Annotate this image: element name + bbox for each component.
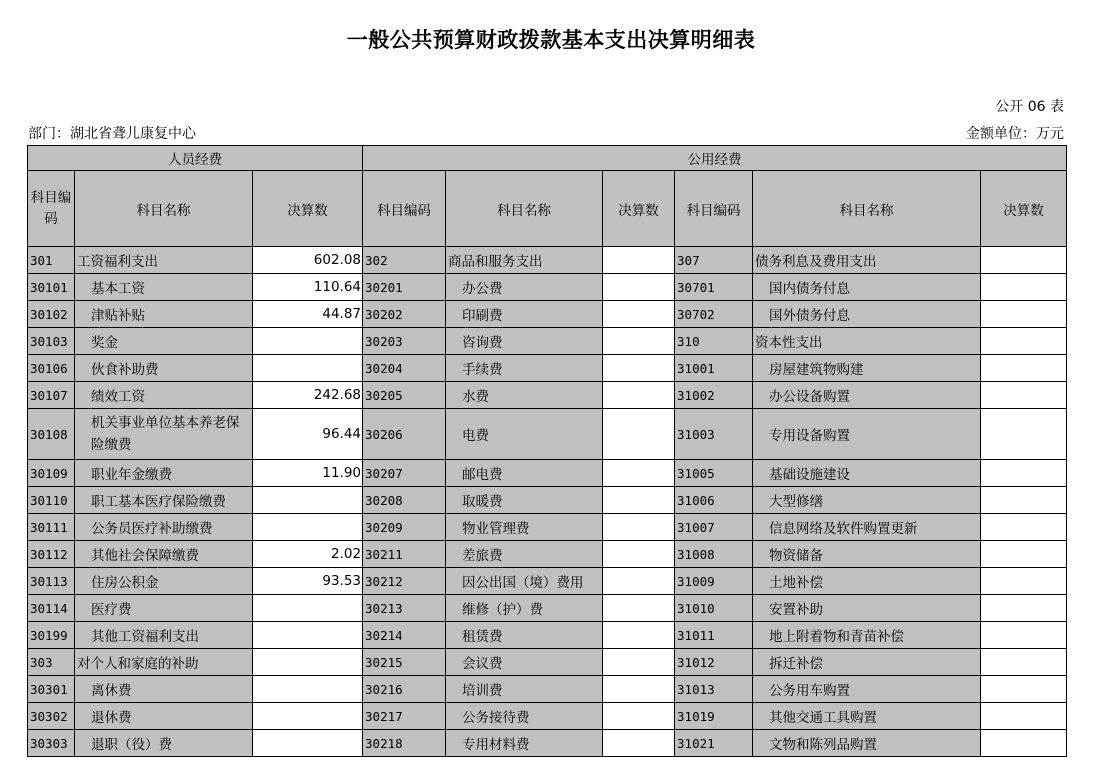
capital-name-cell: 信息网络及软件购置更新 bbox=[753, 514, 981, 541]
capital-name-cell: 土地补偿 bbox=[753, 568, 981, 595]
capital-amount-cell bbox=[981, 274, 1067, 301]
table-row bbox=[28, 649, 1067, 676]
goods-code-cell: 30201 bbox=[363, 274, 446, 301]
goods-code-cell: 30215 bbox=[363, 649, 446, 676]
column-header-row bbox=[28, 171, 1067, 247]
col-name-personnel: 科目名称 bbox=[75, 171, 253, 247]
col-code-personnel: 科目编码 bbox=[28, 171, 75, 247]
table-row bbox=[28, 301, 1067, 328]
personnel-name-cell: 工资福利支出 bbox=[75, 247, 253, 274]
department-label: 部门：湖北省聋儿康复中心 bbox=[28, 126, 196, 142]
capital-code-cell: 31001 bbox=[675, 355, 753, 382]
capital-amount-cell bbox=[981, 487, 1067, 514]
capital-code-cell: 31012 bbox=[675, 649, 753, 676]
capital-code-cell: 31005 bbox=[675, 460, 753, 487]
col-name-goods: 科目名称 bbox=[446, 171, 603, 247]
personnel-amount-cell bbox=[253, 328, 363, 355]
capital-code-cell: 31009 bbox=[675, 568, 753, 595]
capital-name-cell: 资本性支出 bbox=[753, 328, 981, 355]
personnel-amount-cell bbox=[253, 649, 363, 676]
personnel-amount-cell bbox=[253, 514, 363, 541]
goods-amount-cell bbox=[603, 274, 675, 301]
personnel-code-cell: 30101 bbox=[28, 274, 75, 301]
personnel-amount-cell: 44.87 bbox=[253, 301, 363, 328]
goods-amount-cell bbox=[603, 541, 675, 568]
capital-code-cell: 31010 bbox=[675, 595, 753, 622]
goods-name-cell: 邮电费 bbox=[446, 460, 603, 487]
personnel-amount-cell: 93.53 bbox=[253, 568, 363, 595]
table-row bbox=[28, 541, 1067, 568]
goods-code-cell: 30205 bbox=[363, 382, 446, 409]
capital-amount-cell bbox=[981, 730, 1067, 757]
goods-code-cell: 30209 bbox=[363, 514, 446, 541]
goods-code-cell: 30206 bbox=[363, 409, 446, 460]
personnel-amount-cell bbox=[253, 487, 363, 514]
personnel-code-cell: 30103 bbox=[28, 328, 75, 355]
capital-name-cell: 国内债务付息 bbox=[753, 274, 981, 301]
goods-code-cell: 30207 bbox=[363, 460, 446, 487]
goods-name-cell: 因公出国（境）费用 bbox=[446, 568, 603, 595]
table-row bbox=[28, 622, 1067, 649]
goods-code-cell: 30217 bbox=[363, 703, 446, 730]
table-row bbox=[28, 595, 1067, 622]
capital-name-cell: 基础设施建设 bbox=[753, 460, 981, 487]
goods-name-cell: 差旅费 bbox=[446, 541, 603, 568]
capital-code-cell: 31011 bbox=[675, 622, 753, 649]
capital-name-cell: 大型修缮 bbox=[753, 487, 981, 514]
personnel-code-cell: 30110 bbox=[28, 487, 75, 514]
capital-amount-cell bbox=[981, 355, 1067, 382]
goods-name-cell: 培训费 bbox=[446, 676, 603, 703]
goods-amount-cell bbox=[603, 328, 675, 355]
table-row bbox=[28, 382, 1067, 409]
capital-code-cell: 31006 bbox=[675, 487, 753, 514]
personnel-code-cell: 30302 bbox=[28, 703, 75, 730]
personnel-name-cell: 津贴补贴 bbox=[75, 301, 253, 328]
table-row bbox=[28, 487, 1067, 514]
capital-amount-cell bbox=[981, 595, 1067, 622]
table-body bbox=[28, 247, 1067, 757]
col-amount-capital: 决算数 bbox=[981, 171, 1067, 247]
capital-name-cell: 安置补助 bbox=[753, 595, 981, 622]
expenditure-table bbox=[27, 145, 1067, 757]
capital-amount-cell bbox=[981, 541, 1067, 568]
goods-code-cell: 30214 bbox=[363, 622, 446, 649]
personnel-name-cell: 职业年金缴费 bbox=[75, 460, 253, 487]
personnel-amount-cell: 2.02 bbox=[253, 541, 363, 568]
personnel-name-cell: 公务员医疗补助缴费 bbox=[75, 514, 253, 541]
personnel-code-cell: 30106 bbox=[28, 355, 75, 382]
personnel-code-cell: 30199 bbox=[28, 622, 75, 649]
goods-amount-cell bbox=[603, 676, 675, 703]
personnel-name-cell: 绩效工资 bbox=[75, 382, 253, 409]
goods-amount-cell bbox=[603, 460, 675, 487]
goods-amount-cell bbox=[603, 514, 675, 541]
table-row bbox=[28, 355, 1067, 382]
goods-code-cell: 30208 bbox=[363, 487, 446, 514]
personnel-amount-cell bbox=[253, 595, 363, 622]
goods-amount-cell bbox=[603, 703, 675, 730]
capital-name-cell: 公务用车购置 bbox=[753, 676, 981, 703]
goods-code-cell: 30204 bbox=[363, 355, 446, 382]
personnel-name-cell: 其他工资福利支出 bbox=[75, 622, 253, 649]
goods-name-cell: 手续费 bbox=[446, 355, 603, 382]
capital-amount-cell bbox=[981, 514, 1067, 541]
personnel-code-cell: 303 bbox=[28, 649, 75, 676]
capital-amount-cell bbox=[981, 676, 1067, 703]
personnel-name-cell: 伙食补助费 bbox=[75, 355, 253, 382]
capital-name-cell: 物资储备 bbox=[753, 541, 981, 568]
personnel-name-cell: 奖金 bbox=[75, 328, 253, 355]
personnel-name-cell: 离休费 bbox=[75, 676, 253, 703]
goods-code-cell: 30203 bbox=[363, 328, 446, 355]
personnel-amount-cell: 96.44 bbox=[253, 409, 363, 460]
capital-code-cell: 31007 bbox=[675, 514, 753, 541]
capital-code-cell: 30701 bbox=[675, 274, 753, 301]
goods-name-cell: 维修（护）费 bbox=[446, 595, 603, 622]
table-row bbox=[28, 514, 1067, 541]
goods-name-cell: 办公费 bbox=[446, 274, 603, 301]
goods-amount-cell bbox=[603, 409, 675, 460]
personnel-code-cell: 30112 bbox=[28, 541, 75, 568]
table-row bbox=[28, 247, 1067, 274]
personnel-amount-cell bbox=[253, 703, 363, 730]
goods-code-cell: 30213 bbox=[363, 595, 446, 622]
personnel-name-cell: 职工基本医疗保险缴费 bbox=[75, 487, 253, 514]
table-row bbox=[28, 703, 1067, 730]
capital-code-cell: 30702 bbox=[675, 301, 753, 328]
table-row bbox=[28, 409, 1067, 460]
personnel-code-cell: 30303 bbox=[28, 730, 75, 757]
personnel-code-cell: 30102 bbox=[28, 301, 75, 328]
goods-name-cell: 取暖费 bbox=[446, 487, 603, 514]
personnel-name-cell: 其他社会保障缴费 bbox=[75, 541, 253, 568]
col-code-capital: 科目编码 bbox=[675, 171, 753, 247]
capital-code-cell: 31013 bbox=[675, 676, 753, 703]
capital-name-cell: 地上附着物和青苗补偿 bbox=[753, 622, 981, 649]
goods-name-cell: 会议费 bbox=[446, 649, 603, 676]
personnel-name-cell: 退职（役）费 bbox=[75, 730, 253, 757]
personnel-amount-cell bbox=[253, 676, 363, 703]
goods-name-cell: 水费 bbox=[446, 382, 603, 409]
personnel-code-cell: 30108 bbox=[28, 409, 75, 460]
capital-name-cell: 其他交通工具购置 bbox=[753, 703, 981, 730]
goods-amount-cell bbox=[603, 595, 675, 622]
goods-amount-cell bbox=[603, 649, 675, 676]
personnel-amount-cell: 11.90 bbox=[253, 460, 363, 487]
personnel-name-cell: 医疗费 bbox=[75, 595, 253, 622]
amount-unit-label: 金额单位：万元 bbox=[966, 126, 1064, 142]
personnel-code-cell: 30111 bbox=[28, 514, 75, 541]
goods-amount-cell bbox=[603, 730, 675, 757]
report-title: 一般公共预算财政拨款基本支出决算明细表 bbox=[346, 28, 756, 52]
goods-code-cell: 30218 bbox=[363, 730, 446, 757]
goods-code-cell: 302 bbox=[363, 247, 446, 274]
col-name-capital: 科目名称 bbox=[753, 171, 981, 247]
capital-code-cell: 31008 bbox=[675, 541, 753, 568]
goods-name-cell: 租赁费 bbox=[446, 622, 603, 649]
capital-code-cell: 31019 bbox=[675, 703, 753, 730]
capital-amount-cell bbox=[981, 622, 1067, 649]
capital-name-cell: 专用设备购置 bbox=[753, 409, 981, 460]
public-expense-header: 公用经费 bbox=[363, 146, 1067, 171]
capital-amount-cell bbox=[981, 460, 1067, 487]
goods-name-cell: 咨询费 bbox=[446, 328, 603, 355]
table-row bbox=[28, 460, 1067, 487]
personnel-name-cell: 机关事业单位基本养老保险缴费 bbox=[75, 409, 253, 460]
capital-code-cell: 307 bbox=[675, 247, 753, 274]
capital-amount-cell bbox=[981, 301, 1067, 328]
capital-name-cell: 办公设备购置 bbox=[753, 382, 981, 409]
personnel-code-cell: 30109 bbox=[28, 460, 75, 487]
personnel-name-cell: 住房公积金 bbox=[75, 568, 253, 595]
table-row bbox=[28, 730, 1067, 757]
goods-amount-cell bbox=[603, 301, 675, 328]
capital-name-cell: 国外债务付息 bbox=[753, 301, 981, 328]
col-amount-personnel: 决算数 bbox=[253, 171, 363, 247]
personnel-name-cell: 对个人和家庭的补助 bbox=[75, 649, 253, 676]
goods-name-cell: 公务接待费 bbox=[446, 703, 603, 730]
capital-name-cell: 文物和陈列品购置 bbox=[753, 730, 981, 757]
personnel-code-cell: 30114 bbox=[28, 595, 75, 622]
table-row bbox=[28, 328, 1067, 355]
goods-name-cell: 物业管理费 bbox=[446, 514, 603, 541]
personnel-amount-cell bbox=[253, 730, 363, 757]
col-amount-goods: 决算数 bbox=[603, 171, 675, 247]
personnel-name-cell: 基本工资 bbox=[75, 274, 253, 301]
capital-code-cell: 31003 bbox=[675, 409, 753, 460]
capital-name-cell: 房屋建筑物购建 bbox=[753, 355, 981, 382]
capital-amount-cell bbox=[981, 247, 1067, 274]
capital-name-cell: 债务利息及费用支出 bbox=[753, 247, 981, 274]
goods-name-cell: 商品和服务支出 bbox=[446, 247, 603, 274]
personnel-expense-header: 人员经费 bbox=[28, 146, 363, 171]
personnel-amount-cell: 110.64 bbox=[253, 274, 363, 301]
goods-code-cell: 30212 bbox=[363, 568, 446, 595]
capital-code-cell: 310 bbox=[675, 328, 753, 355]
personnel-code-cell: 301 bbox=[28, 247, 75, 274]
goods-name-cell: 印刷费 bbox=[446, 301, 603, 328]
personnel-name-cell: 退休费 bbox=[75, 703, 253, 730]
goods-amount-cell bbox=[603, 247, 675, 274]
goods-name-cell: 电费 bbox=[446, 409, 603, 460]
goods-amount-cell bbox=[603, 622, 675, 649]
personnel-code-cell: 30113 bbox=[28, 568, 75, 595]
goods-amount-cell bbox=[603, 382, 675, 409]
personnel-amount-cell bbox=[253, 355, 363, 382]
capital-amount-cell bbox=[981, 649, 1067, 676]
table-row bbox=[28, 568, 1067, 595]
capital-amount-cell bbox=[981, 568, 1067, 595]
personnel-amount-cell: 242.68 bbox=[253, 382, 363, 409]
personnel-amount-cell: 602.08 bbox=[253, 247, 363, 274]
capital-code-cell: 31002 bbox=[675, 382, 753, 409]
goods-name-cell: 专用材料费 bbox=[446, 730, 603, 757]
capital-code-cell: 31021 bbox=[675, 730, 753, 757]
table-row bbox=[28, 274, 1067, 301]
capital-amount-cell bbox=[981, 382, 1067, 409]
form-number: 公开 06 表 bbox=[995, 99, 1064, 115]
goods-amount-cell bbox=[603, 568, 675, 595]
capital-name-cell: 拆迁补偿 bbox=[753, 649, 981, 676]
personnel-amount-cell bbox=[253, 622, 363, 649]
group-header-row bbox=[28, 146, 1067, 171]
capital-amount-cell bbox=[981, 703, 1067, 730]
capital-amount-cell bbox=[981, 409, 1067, 460]
col-code-goods: 科目编码 bbox=[363, 171, 446, 247]
goods-amount-cell bbox=[603, 355, 675, 382]
goods-amount-cell bbox=[603, 487, 675, 514]
table-row bbox=[28, 676, 1067, 703]
goods-code-cell: 30216 bbox=[363, 676, 446, 703]
goods-code-cell: 30211 bbox=[363, 541, 446, 568]
personnel-code-cell: 30301 bbox=[28, 676, 75, 703]
capital-amount-cell bbox=[981, 328, 1067, 355]
goods-code-cell: 30202 bbox=[363, 301, 446, 328]
personnel-code-cell: 30107 bbox=[28, 382, 75, 409]
